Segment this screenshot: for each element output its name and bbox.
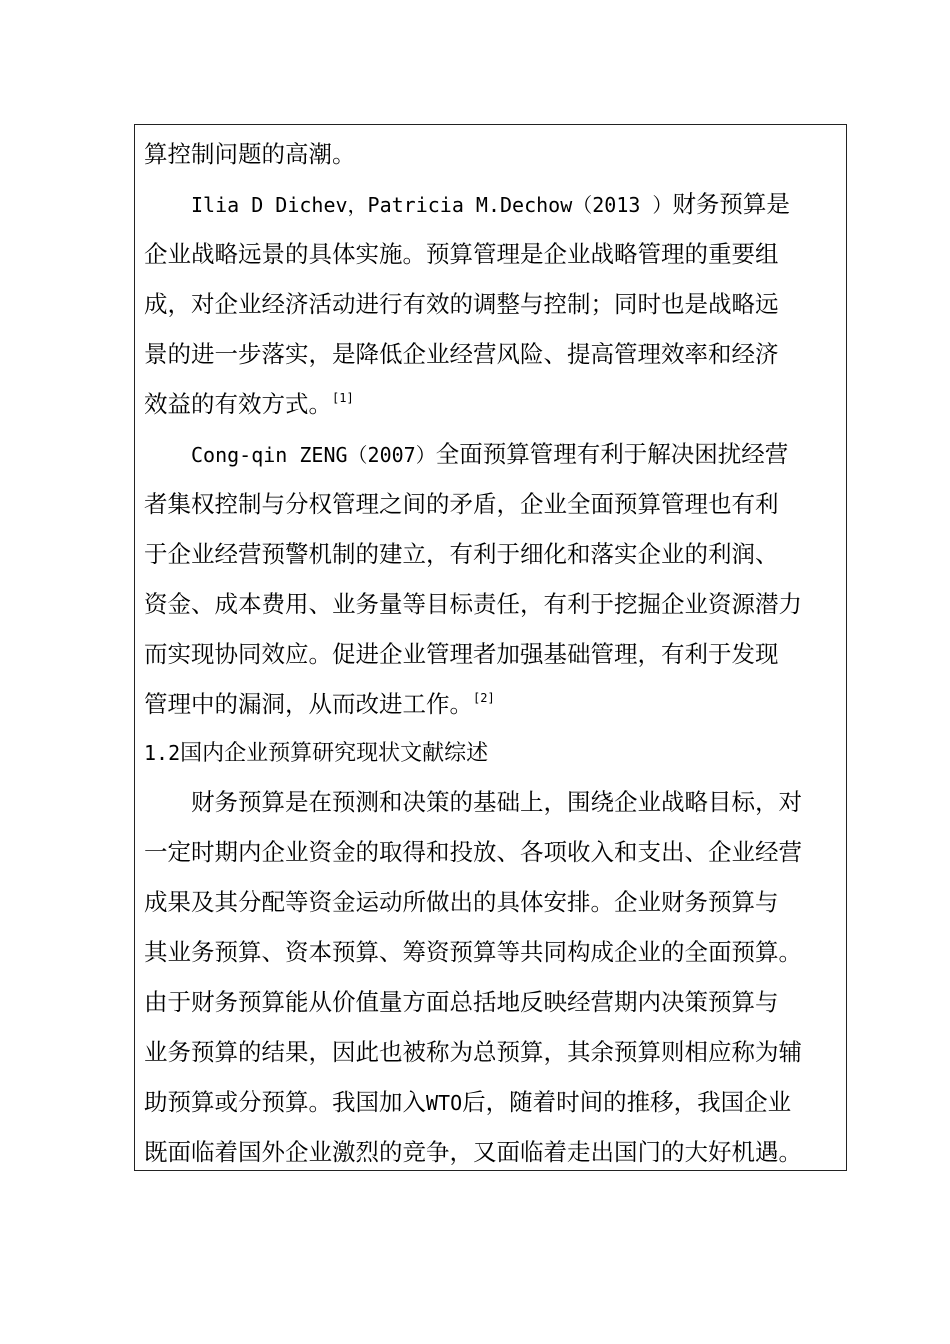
author-reference: Cong-qin ZENG（2007）	[191, 443, 436, 467]
wto-acronym: WTO	[426, 1091, 463, 1115]
author-reference: Ilia D Dichev，Patricia M.Dechow（2013 ）	[191, 193, 673, 217]
text-line: 者集权控制与分权管理之间的矛盾，企业全面预算管理也有利	[144, 490, 779, 518]
text-line: 一定时期内企业资金的取得和投放、各项收入和支出、企业经营	[144, 838, 802, 866]
section-heading	[144, 729, 839, 777]
text-line: 于企业经营预警机制的建立，有利于细化和落实企业的利润、	[144, 540, 779, 568]
text-fragment: 全面预算管理有利于解决困扰经营	[435, 440, 789, 468]
text-fragment: 财务预算是	[672, 190, 790, 218]
document-body	[144, 129, 839, 1177]
text-line: 企业战略远景的具体实施。预算管理是企业战略管理的重要组	[144, 240, 779, 268]
citation-marker: [1]	[332, 391, 354, 405]
text-line: 景的进一步落实，是降低企业经营风险、提高管理效率和经济	[144, 340, 779, 368]
text-line: 既面临着国外企业激烈的竞争，又面临着走出国门的大好机遇。	[144, 1138, 802, 1166]
section-number: 1.2	[144, 741, 181, 765]
text-line: 资金、成本费用、业务量等目标责任，有利于挖掘企业资源潜力	[144, 590, 802, 618]
text-line	[144, 379, 839, 429]
text-line: 成果及其分配等资金运动所做出的具体安排。企业财务预算与	[144, 888, 779, 916]
document-frame	[134, 124, 847, 1171]
text-line: 其业务预算、资本预算、筹资预算等共同构成企业的全面预算。	[144, 938, 802, 966]
text-fragment: 管理中的漏洞，从而改进工作。	[144, 690, 473, 718]
paragraph-first-line	[144, 179, 839, 229]
paragraph-first-line: 财务预算是在预测和决策的基础上，围绕企业战略目标，对	[191, 788, 802, 816]
citation-marker: [2]	[473, 691, 495, 705]
text-line: 业务预算的结果，因此也被称为总预算，其余预算则相应称为辅	[144, 1038, 802, 1066]
text-line: 由于财务预算能从价值量方面总括地反映经营期内决策预算与	[144, 988, 779, 1016]
text-fragment: 后，随着时间的推移，我国企业	[462, 1088, 792, 1116]
text-line: 成，对企业经济活动进行有效的调整与控制；同时也是战略远	[144, 290, 779, 318]
text-line: 算控制问题的高潮。	[144, 140, 356, 168]
text-line	[144, 1077, 839, 1127]
text-fragment: 助预算或分预算。我国加入	[144, 1088, 426, 1116]
section-title: 国内企业预算研究现状文献综述	[180, 741, 489, 766]
text-line	[144, 679, 839, 729]
text-line: 而实现协同效应。促进企业管理者加强基础管理，有利于发现	[144, 640, 779, 668]
paragraph-first-line	[144, 429, 839, 479]
text-fragment: 效益的有效方式。	[144, 390, 332, 418]
